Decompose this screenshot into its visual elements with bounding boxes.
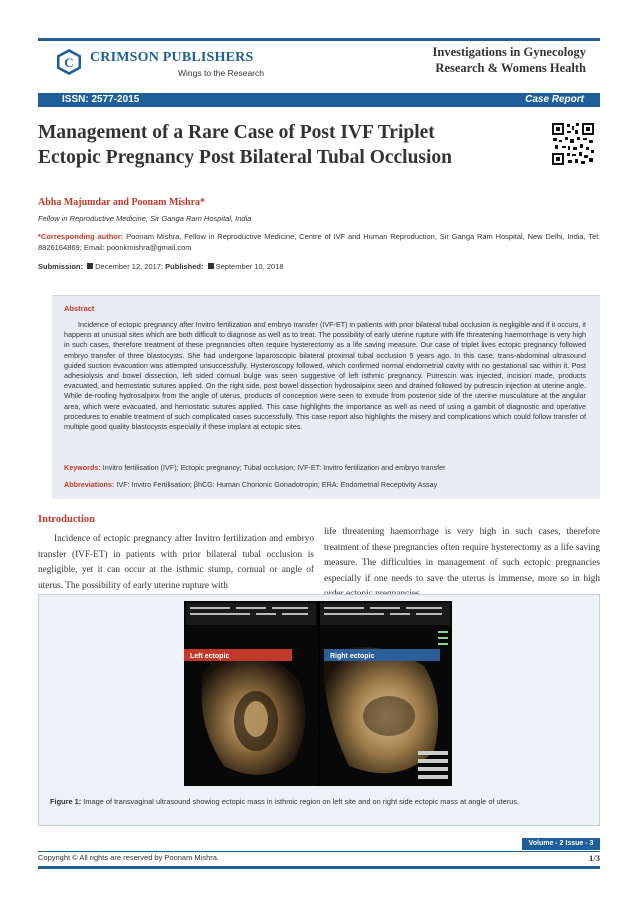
submission-date: December 12, 2017; [95,262,164,271]
publisher-logo-icon [55,48,83,76]
abbreviations-text: IVF: Invitro Fertilisation; βhCG: Human Chorionic Gonadotropin; ERA: Endometrial Receptivity Assay [114,480,438,489]
header-top-rule [38,38,600,41]
calendar-icon [208,263,214,269]
issn-label: ISSN: 2577-2015 [62,94,140,105]
title-line-1: Management of a Rare Case of Post IVF Triplet [38,122,435,143]
left-ectopic-label: Left ectopic [190,653,230,660]
page-number: 1/3 [589,853,600,863]
published-label: Published: [165,262,204,271]
abbreviations-label: Abbreviations: [64,480,115,489]
corresponding-author-label: *Corresponding author: [38,232,124,241]
submission-dates [38,262,284,271]
article-type-label: Case Report [525,94,584,105]
author-list: Abha Majumdar and Poonam Mishra* [38,197,206,208]
journal-name [400,44,586,76]
publisher-name: CRIMSON PUBLISHERS [90,50,254,65]
copyright-text: Copyright © All rights are reserved by Poonam Mishra. [38,853,220,862]
calendar-icon [87,263,93,269]
introduction-heading: Introduction [38,514,95,525]
qr-code-icon[interactable] [551,122,595,166]
keywords [64,463,586,472]
author-affiliation: Fellow in Reproductive Medicine, Sir Ganga Ram Hospital, India [38,214,252,223]
footer-bottom-rule [38,866,600,869]
keywords-label: Keywords: [64,463,101,472]
introduction-column-1: Incidence of ectopic pregnancy after Invitro fertilization and embryo transfer (IVF-ET) in patients with prior bilateral tubal occlusion is negligible, yet it can occur at the isthmic stump, cornual or angle of uterus. The possibility of early uterine rupture with [38,534,314,591]
ultrasound-image [184,601,452,786]
abstract-heading: Abstract [64,304,95,313]
logo-letter: C [64,55,74,70]
corresponding-author-text: Poonam Mishra, Fellow in Reproductive Medicine, Centre of IVF and Human Reproduction, Sir Ganga Ram Hospital, New Delhi, India, Tel: 8826164869; Email: poonkmishra@gmail.com [38,232,600,252]
corresponding-author [38,231,600,253]
right-ectopic-label: Right ectopic [330,653,375,660]
keywords-text: Invitro fertilisation (IVF); Ectopic pregnancy; Tubal occlusion; IVF-ET: Invitro fertilization and embryo transfer [100,463,446,472]
introduction-column-2: life threatening haemorrhage is very high in such cases, therefore treatment of these pregnancies often require hysterectomy as a life saving measure. The difficulties in management of such ectopic pregnancies especially if one needs to save the uterus is immense, more so in high [324,527,600,584]
figure-caption [50,797,588,807]
figure-caption-text: Image of transvaginal ultrasound showing ectopic mass in isthmic region on left site and on right side ectopic mass at angle of uterus. [81,797,520,806]
abstract-text: Incidence of ectopic pregnancy after Invitro fertilization and embryo transfer (IVF-ET) in patients with prior bilateral tubal occlusion is negligible and if it occurs, it happens at unusual sites which are both difficult to diagnose as well as to treat. The possibility of early uterine rupture with life threatening haemorrhage is very high in such cases, therefore treatment of these pregnancies often require hysterectomy as a life saving measure. Our case of triplet lives ectopic pregnancy followed embryo transfer of three blastocysts. She had undergone laparoscopic bilateral proximal tubal occlusion 5 years ago. In this case, trans-abdominal ultrasound guided suction evacuation was attempted unsuccessfully. Hysteroscopy followed, which confirmed normal endometrial cavity with no gestational sac within it. Post adhesiolysis and bowel dissection, left sided cornual bulge was seen suggestive of left isthmic pregnancy. Putrescin was injected, incision made, products evacuated, and hemostatic sutures applied. On the right side, post bowel dissection hydrosalpinx seen and drained followed by putrescin injection at uterine angle. While de-roofing hydrosalpinx from the angle of uterus, products of conception were seen to extrude from posterior side of the uterine musculature at the angular area, which were evacuated, and hemostatic sutures applied. This case highlights the importance as well as need of using a gambit of diagnostic and operative procedures to enable treatment of such complicated cases successfully. This case report also highlights the misery and complications which could follow transfer of multiple good quality blastocysts especially if these implant at ectopic sites. [64,320,586,432]
published-date: September 10, 2018 [215,262,284,271]
title-line-2: Ectopic Pregnancy Post Bilateral Tubal Occlusion [38,147,453,168]
journal-line-1: Investigations in Gynecology [432,45,586,59]
figure-caption-label: Figure 1: [50,797,82,806]
journal-line-2: Research & Womens Health [435,61,586,75]
footer-rule [38,851,600,852]
article-title [38,120,538,170]
publisher-tagline: Wings to the Research [178,68,264,78]
submission-label: Submission: [38,262,84,271]
volume-issue-badge: Volume - 2 Issue - 3 [522,838,600,850]
abbreviations [64,480,586,489]
